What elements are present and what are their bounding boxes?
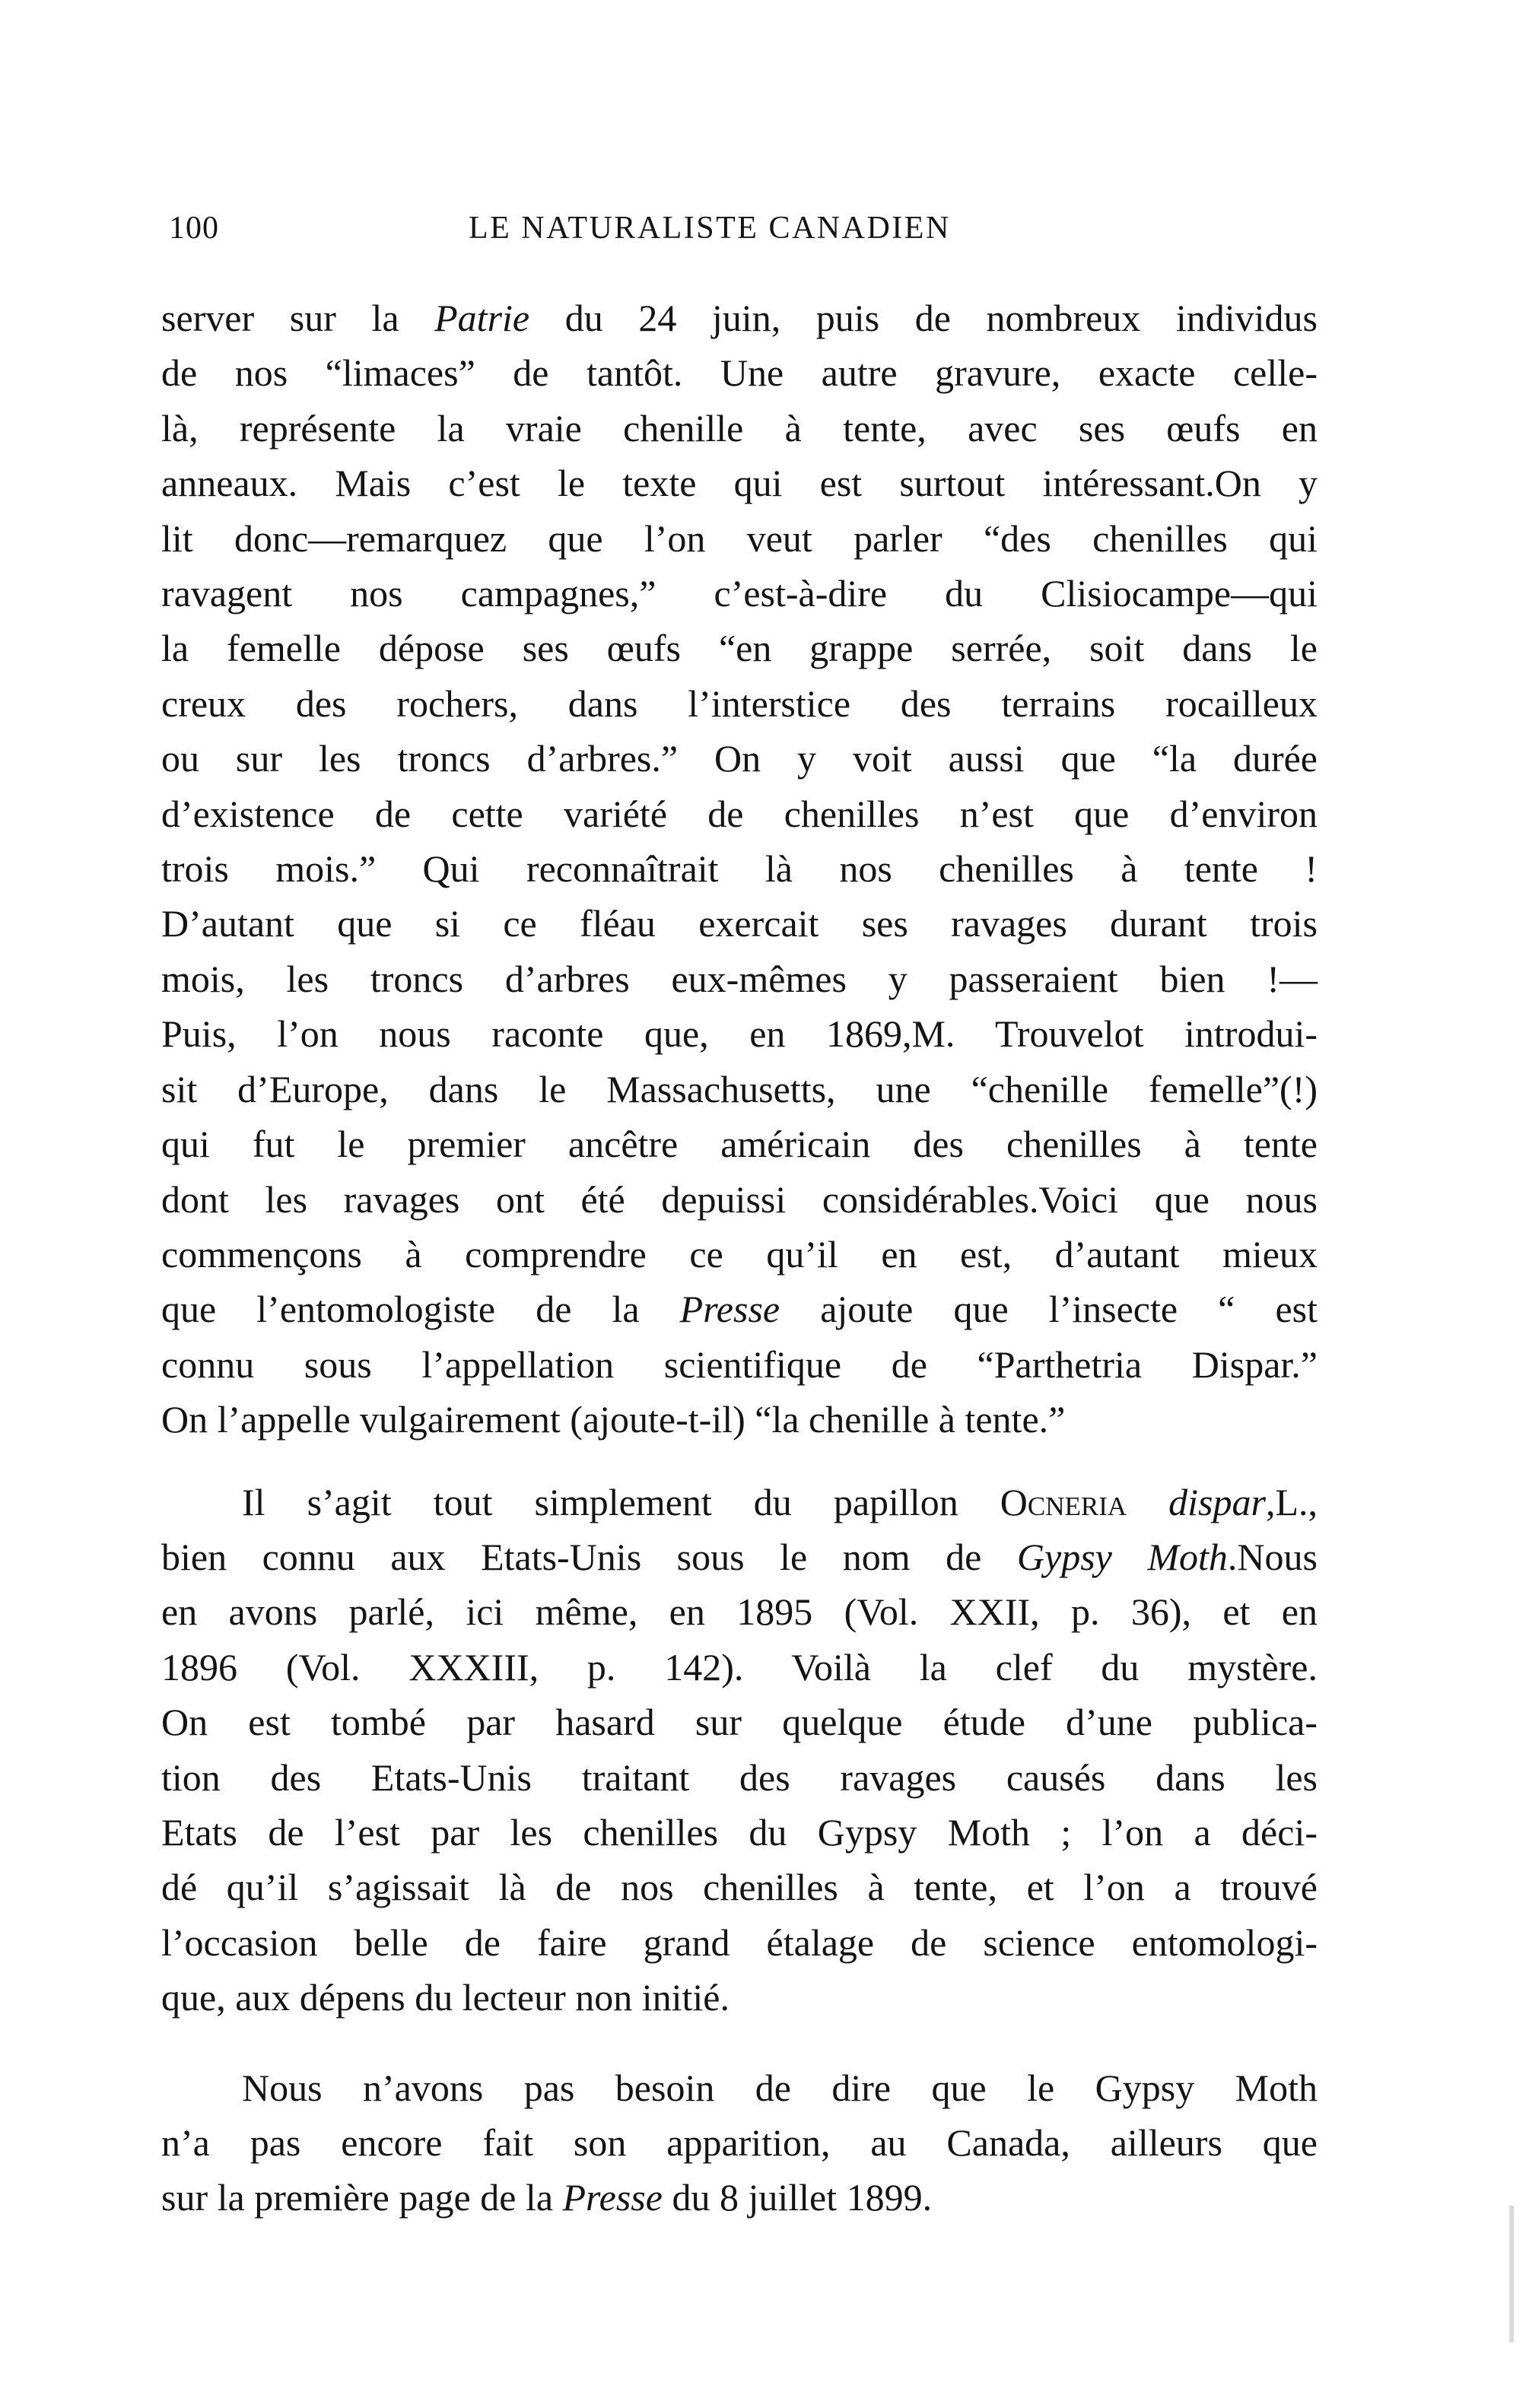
text-run: server sur la: [161, 297, 435, 339]
text-line: [161, 1117, 1318, 1171]
text-line: [161, 1282, 1318, 1336]
text-line: [161, 1337, 1318, 1392]
text-run: n’a pas encore fait son apparition, au Canada, ailleurs que: [161, 2121, 1318, 2164]
paragraph-1: [161, 291, 1318, 1447]
text-run: [1127, 1481, 1168, 1523]
italic-text: Presse: [679, 1288, 780, 1331]
text-run: connu sous l’appellation scientifique de “Parthetria Dispar.”: [161, 1342, 1318, 1386]
text-line: [161, 1970, 1318, 2025]
text-run: Puis, l’on nous raconte que, en 1869,M. Trouvelot introdui-: [161, 1012, 1318, 1056]
text-run: sit d’Europe, dans le Massachusetts, une “chenille femelle”(!): [161, 1067, 1318, 1110]
text-run: creux des rochers, dans l’interstice des terrains rocailleux: [161, 681, 1318, 725]
text-line: [161, 786, 1318, 841]
running-title: LE NATURALISTE CANADIEN: [469, 211, 951, 246]
text-run: bien connu aux Etats-Unis sous le nom de: [161, 1535, 1017, 1578]
text-line: [161, 676, 1318, 731]
text-run: de nos “limaces” de tantôt. Une autre gravure, exacte celle-: [161, 351, 1318, 395]
text-line: [161, 345, 1318, 400]
text-line: [161, 1392, 1318, 1447]
text-run: lit donc—remarquez que l’on veut parler “des chenilles qui: [161, 516, 1318, 560]
text-run: dé qu’il s’agissait là de nos chenilles à tente, et l’on a trouvé: [161, 1866, 1318, 1909]
text-run: 1896 (Vol. XXXIII, p. 142). Voilà la clef du mystère.: [161, 1645, 1318, 1688]
text-line: [161, 1530, 1318, 1584]
text-line: [161, 566, 1318, 621]
text-run: On l’appelle vulgairement (ajoute-t-il) “la chenille à tente.”: [161, 1398, 1066, 1441]
text-run: anneaux. Mais c’est le texte qui est surtout intéressant.On y: [161, 462, 1318, 505]
text-line: [161, 2115, 1318, 2170]
italic-text: Patrie: [434, 297, 530, 339]
text-run: On est tombé par hasard sur quelque étude d’une publica-: [161, 1701, 1318, 1744]
text-run: que l’entomologiste de la: [161, 1288, 680, 1331]
text-run: Nous n’avons pas besoin de dire que le Gypsy Moth: [242, 2066, 1318, 2109]
page-header: [169, 210, 1028, 263]
text-run: que, aux dépens du lecteur non initié.: [161, 1976, 730, 2019]
body-text: [161, 291, 1318, 2225]
text-line: [161, 2060, 1318, 2115]
text-line: [161, 1860, 1318, 1914]
text-line: [161, 1750, 1318, 1805]
text-run: ajoute que l’insecte “ est: [780, 1288, 1318, 1331]
text-line: [161, 1695, 1318, 1749]
text-line: [161, 1584, 1318, 1639]
italic-text: Gypsy Moth: [1016, 1535, 1228, 1578]
text-run: l’occasion belle de faire grand étalage de science entomologi-: [161, 1920, 1318, 1964]
text-line: [161, 511, 1318, 566]
text-line: [161, 2170, 1318, 2225]
text-run: trois mois.” Qui reconnaîtrait là nos chenilles à tente !: [161, 847, 1318, 891]
text-line: [161, 1805, 1318, 1860]
text-run: dont les ravages ont été depuissi considérables.Voici que nous: [161, 1177, 1318, 1221]
italic-text: dispar: [1168, 1480, 1266, 1523]
text-line: [161, 896, 1318, 951]
text-line: [161, 951, 1318, 1006]
text-line: [161, 731, 1318, 786]
text-line: [161, 291, 1318, 345]
scan-edge-mark: [1509, 2206, 1514, 2343]
text-line: [161, 1172, 1318, 1227]
text-run: Il s’agit tout simplement du papillon: [242, 1480, 1000, 1523]
small-caps-text: Ocneria: [1000, 1480, 1127, 1523]
text-run: tion des Etats-Unis traitant des ravages causés dans les: [161, 1755, 1318, 1799]
text-line: [161, 1915, 1318, 1970]
text-run: .Nous: [1227, 1535, 1318, 1578]
text-line: [161, 1475, 1318, 1530]
text-run: la femelle dépose ses œufs “en grappe serrée, soit dans le: [161, 627, 1318, 670]
page-number: 100: [169, 211, 219, 246]
text-run: du 8 juillet 1899.: [662, 2176, 933, 2219]
text-run: D’autant que si ce fléau exercait ses ravages durant trois: [161, 902, 1318, 945]
text-run: en avons parlé, ici même, en 1895 (Vol. XXII, p. 36), et en: [161, 1590, 1318, 1634]
text-line: [161, 1227, 1318, 1282]
text-line: [161, 841, 1318, 896]
text-run: sur la première page de la: [161, 2176, 563, 2219]
text-line: [161, 1062, 1318, 1117]
paragraph-3: [161, 2060, 1318, 2225]
text-run: d’existence de cette variété de chenilles n’est que d’environ: [161, 792, 1318, 835]
text-run: mois, les troncs d’arbres eux-mêmes y passeraient bien !—: [161, 957, 1318, 1000]
text-line: [161, 621, 1318, 675]
text-run: qui fut le premier ancêtre américain des chenilles à tente: [161, 1123, 1318, 1166]
text-line: [161, 401, 1318, 456]
text-line: [161, 1640, 1318, 1695]
text-run: commençons à comprendre ce qu’il en est, d’autant mieux: [161, 1232, 1318, 1275]
text-run: ou sur les troncs d’arbres.” On y voit aussi que “la durée: [161, 737, 1318, 780]
text-run: ravagent nos campagnes,” c’est-à-dire du Clisiocampe—qui: [161, 572, 1318, 615]
text-run: ,L.,: [1265, 1480, 1318, 1523]
text-run: du 24 juin, puis de nombreux individus: [529, 297, 1318, 339]
paragraph-2: [161, 1475, 1318, 2025]
text-line: [161, 456, 1318, 510]
italic-text: Presse: [562, 2176, 663, 2219]
text-run: Etats de l’est par les chenilles du Gypsy Moth ; l’on a déci-: [161, 1810, 1318, 1854]
text-run: là, représente la vraie chenille à tente, avec ses œufs en: [161, 406, 1318, 450]
text-line: [161, 1006, 1318, 1061]
